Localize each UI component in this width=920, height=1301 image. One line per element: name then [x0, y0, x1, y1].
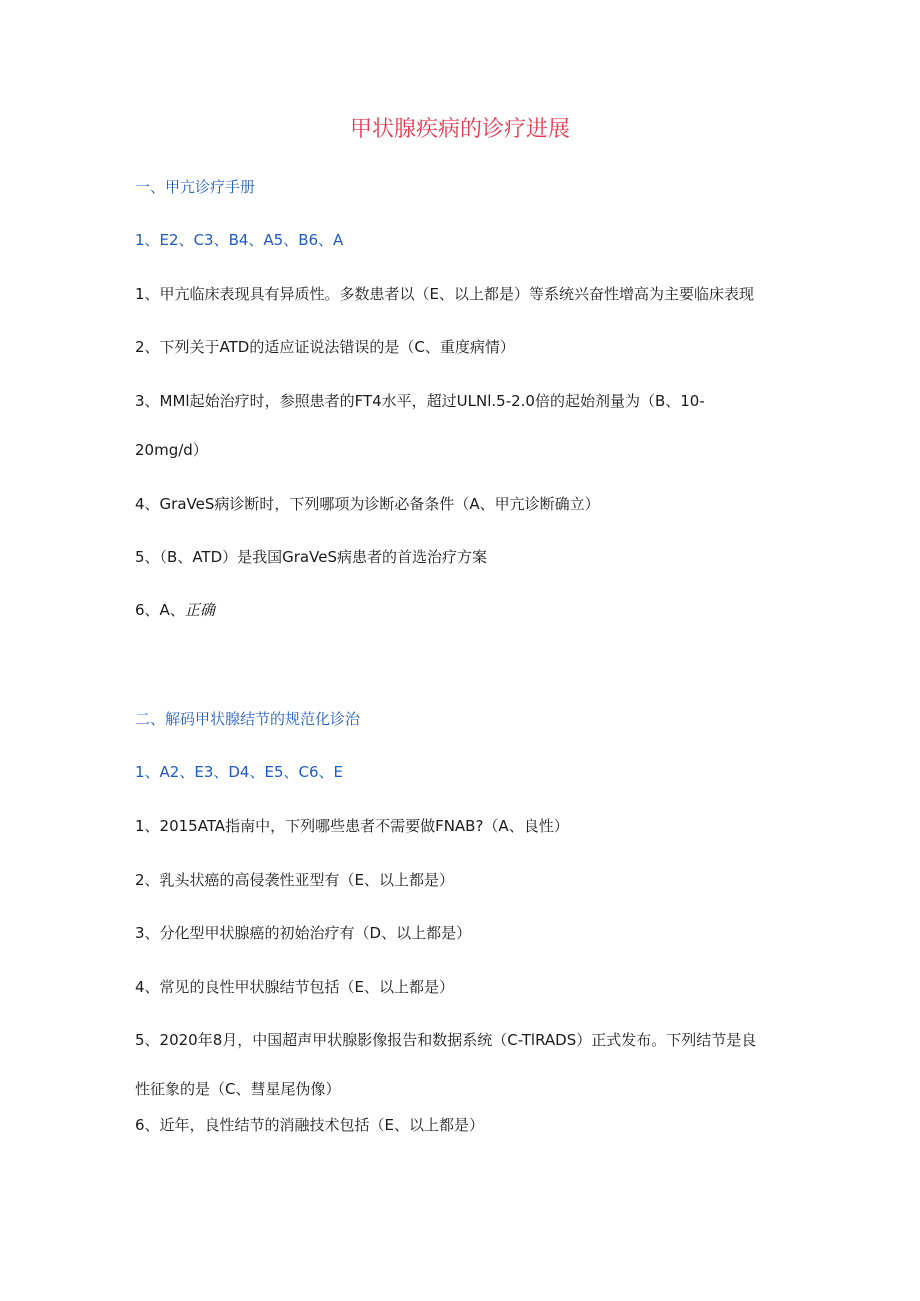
answer-key-2: 1、A2、E3、D4、E5、C6、E — [135, 763, 343, 781]
question-2-1: 1、2015ATA指南中，下列哪些患者不需要做FNAB?（A、良性） — [135, 817, 569, 835]
question-2-5: 5、2020年8月，中国超声甲状腺影像报告和数据系统（C-TlRADS）正式发布。下列结节是良 — [135, 1031, 757, 1049]
answer-key-1: 1、E2、C3、B4、A5、B6、A — [135, 231, 344, 249]
question-2-6: 6、近年，良性结节的消融技术包括（E、以上都是） — [135, 1116, 485, 1134]
question-1-1: 1、甲亢临床表现具有异质性。多数患者以（E、以上都是）等系统兴奋性增高为主要临床表现 — [135, 285, 755, 303]
question-1-2: 2、下列关于ATD的适应证说法错误的是（C、重度病情） — [135, 338, 515, 356]
question-1-5: 5、（B、ATD）是我国GraVeS病患者的首选治疗方案 — [135, 548, 487, 566]
section-heading-2: 二、解码甲状腺结节的规范化诊治 — [135, 710, 361, 728]
question-1-6-prefix: 6、A、 — [135, 601, 185, 619]
question-2-2: 2、乳头状癌的高侵袭性亚型有（E、以上都是） — [135, 871, 455, 889]
question-1-3-continued: 20mg/d） — [135, 441, 208, 459]
question-2-5-continued: 性征象的是（C、彗星尾伪像） — [135, 1080, 341, 1098]
question-2-4: 4、常见的良性甲状腺结节包括（E、以上都是） — [135, 978, 455, 996]
question-1-4: 4、GraVeS病诊断时，下列哪项为诊断必备条件（A、甲亢诊断确立） — [135, 495, 600, 513]
question-1-6-answer: 正确 — [184, 601, 215, 619]
page-title: 甲状腺疾病的诊疗进展 — [349, 117, 570, 142]
question-1-6 — [135, 598, 795, 622]
section-heading-1: 一、甲亢诊疗手册 — [135, 178, 256, 196]
question-1-3: 3、MMl起始治疗时，参照患者的FT4水平，超过ULNl.5-2.0倍的起始剂量为（B、10- — [135, 392, 705, 410]
question-2-3: 3、分化型甲状腺癌的初始治疗有（D、以上都是） — [135, 924, 472, 942]
